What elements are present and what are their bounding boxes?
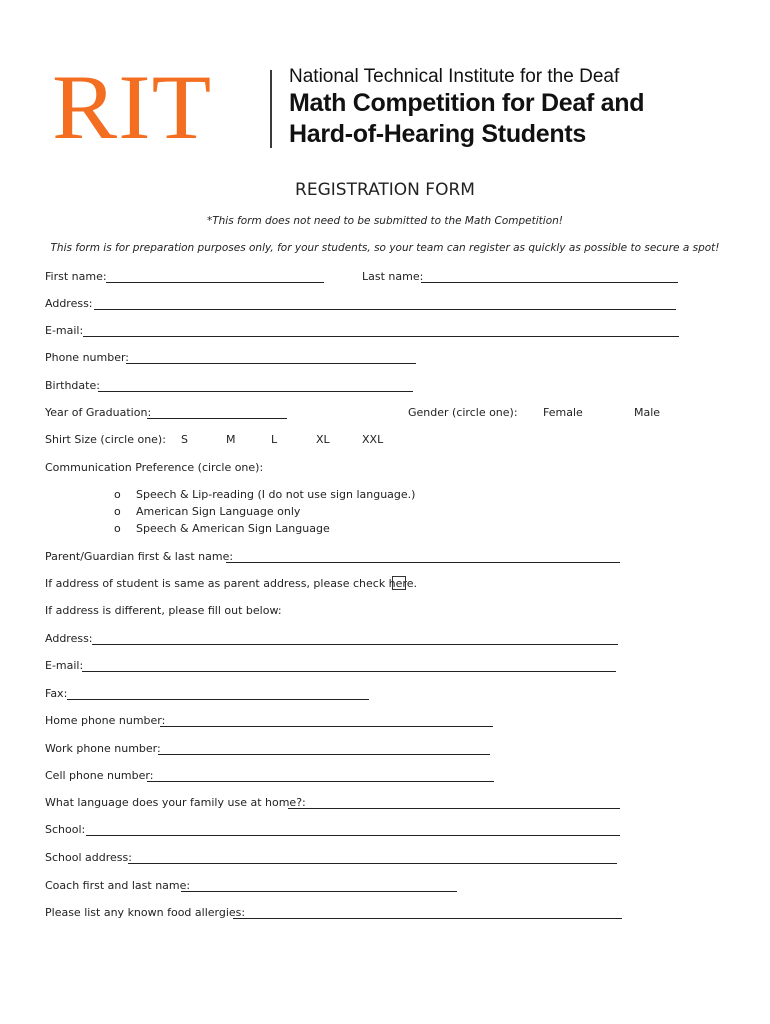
comm-option-speech-asl[interactable]: Speech & American Sign Language [136, 522, 330, 535]
comm-bullet: o [114, 522, 121, 535]
birthdate-label: Birthdate: [45, 379, 100, 392]
email-label: E-mail: [45, 324, 84, 337]
form-note-purpose: This form is for preparation purposes only, for your students, so your team can register as quickly as possible to secure a spot! [50, 242, 720, 254]
comm-option-speech-lipreading[interactable]: Speech & Lip-reading (I do not use sign language.) [136, 488, 416, 501]
last-name-field[interactable] [421, 270, 678, 283]
comm-pref-label: Communication Preference (circle one): [45, 461, 264, 474]
phone-field[interactable] [126, 351, 416, 364]
parent-address-label: Address: [45, 632, 93, 645]
home-phone-label: Home phone number: [45, 714, 166, 727]
cell-phone-label: Cell phone number: [45, 769, 154, 782]
allergies-field[interactable] [233, 906, 622, 919]
same-address-label: If address of student is same as parent address, please check here. [45, 577, 417, 590]
parent-address-field[interactable] [92, 632, 618, 645]
school-field[interactable] [86, 823, 620, 836]
event-title-line2: Hard-of-Hearing Students [289, 120, 586, 148]
shirt-option-xxl[interactable]: XXL [362, 433, 384, 446]
fax-field[interactable] [67, 687, 369, 700]
parent-name-label: Parent/Guardian first & last name: [45, 550, 234, 563]
same-address-checkbox[interactable] [392, 576, 406, 590]
event-title-line1: Math Competition for Deaf and [289, 89, 645, 117]
cell-phone-field[interactable] [147, 769, 494, 782]
family-language-label: What language does your family use at home?: [45, 796, 306, 809]
birthdate-field[interactable] [98, 379, 413, 392]
school-label: School: [45, 823, 86, 836]
school-address-field[interactable] [128, 851, 617, 864]
parent-email-label: E-mail: [45, 659, 84, 672]
form-note-submission: *This form does not need to be submitted to the Math Competition! [206, 215, 563, 227]
gender-option-male[interactable]: Male [634, 406, 661, 419]
shirt-option-l[interactable]: L [271, 433, 278, 446]
different-address-label: If address is different, please fill out below: [45, 604, 282, 617]
org-name: National Technical Institute for the Deaf [289, 66, 620, 87]
address-label: Address: [45, 297, 93, 310]
gender-label: Gender (circle one): [408, 406, 518, 419]
parent-email-field[interactable] [82, 659, 616, 672]
rit-logo: RIT [52, 56, 213, 158]
family-language-field[interactable] [288, 796, 620, 809]
coach-name-field[interactable] [181, 879, 457, 892]
shirt-option-xl[interactable]: XL [316, 433, 330, 446]
comm-option-asl-only[interactable]: American Sign Language only [136, 505, 301, 518]
grad-year-field[interactable] [147, 406, 287, 419]
coach-name-label: Coach first and last name: [45, 879, 191, 892]
work-phone-label: Work phone number: [45, 742, 161, 755]
school-address-label: School address: [45, 851, 132, 864]
fax-label: Fax: [45, 687, 68, 700]
logo-divider [270, 70, 272, 148]
form-title: REGISTRATION FORM [295, 180, 475, 200]
work-phone-field[interactable] [158, 742, 490, 755]
grad-year-label: Year of Graduation: [45, 406, 152, 419]
event-title [289, 88, 644, 150]
comm-bullet: o [114, 488, 121, 501]
shirt-option-s[interactable]: S [181, 433, 188, 446]
home-phone-field[interactable] [160, 714, 493, 727]
phone-label: Phone number: [45, 351, 130, 364]
last-name-label: Last name: [362, 270, 424, 283]
parent-name-field[interactable] [226, 550, 620, 563]
gender-option-female[interactable]: Female [543, 406, 583, 419]
shirt-option-m[interactable]: M [226, 433, 236, 446]
email-field[interactable] [83, 324, 679, 337]
first-name-label: First name: [45, 270, 107, 283]
shirt-size-label: Shirt Size (circle one): [45, 433, 166, 446]
address-field[interactable] [94, 297, 676, 310]
allergies-label: Please list any known food allergies: [45, 906, 246, 919]
comm-bullet: o [114, 505, 121, 518]
first-name-field[interactable] [106, 270, 324, 283]
